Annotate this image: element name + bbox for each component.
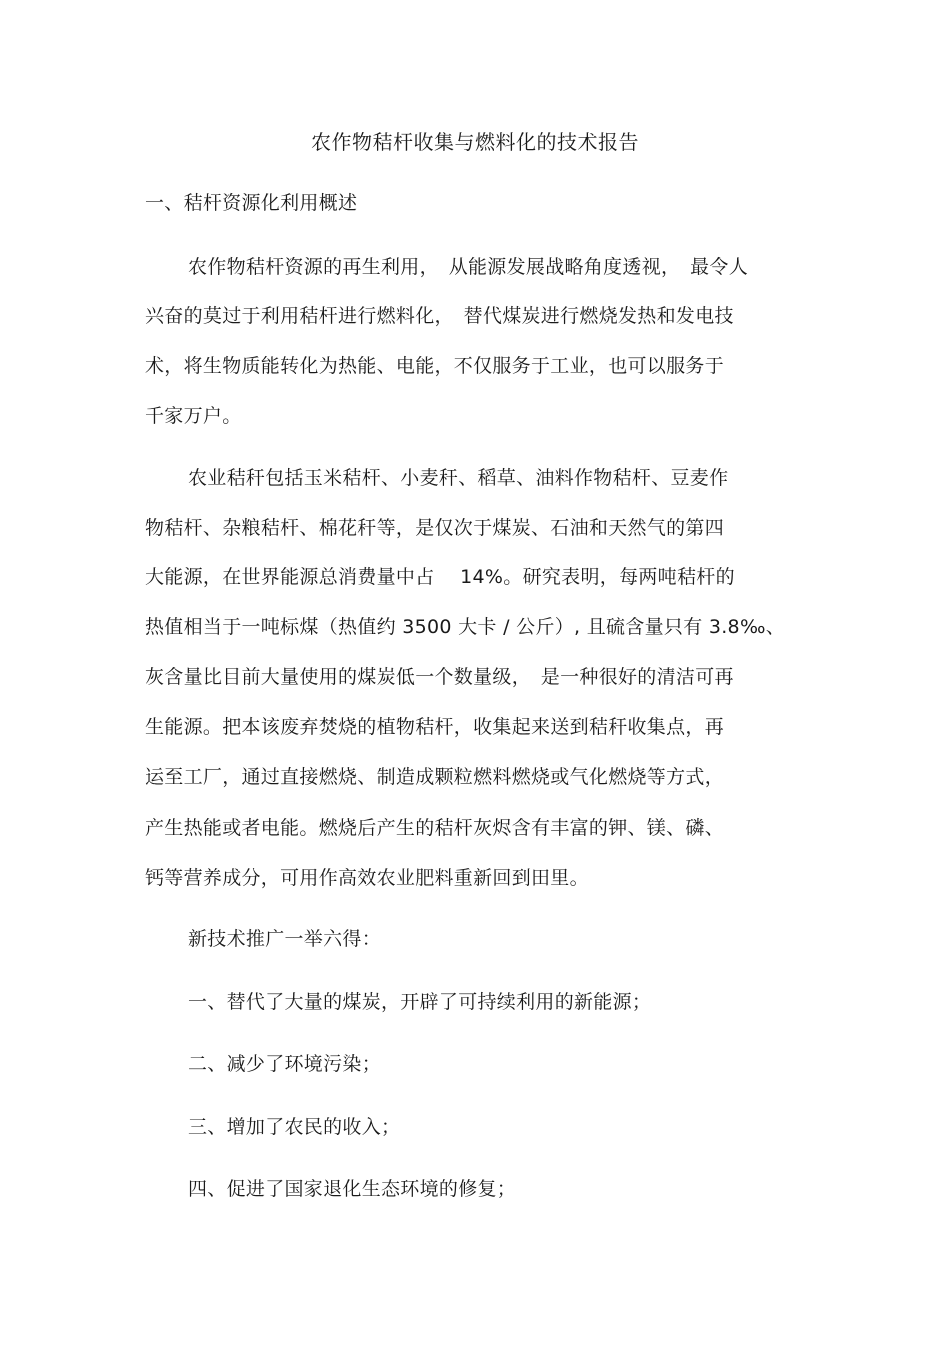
paragraph-line: 农业秸秆包括玉米秸杆、小麦秆、稻草、油料作物秸杆、豆麦作: [188, 467, 729, 489]
paragraph-line: 兴奋的莫过于利用秸杆进行燃料化， 替代煤炭进行燃烧发热和发电技: [145, 305, 734, 327]
paragraph-line: 物秸杆、杂粮秸杆、棉花秆等，是仅次于煤炭、石油和天然气的第四: [145, 517, 725, 539]
document-title: 农作物秸杆收集与燃料化的技术报告: [311, 130, 639, 154]
paragraph-line: 术，将生物质能转化为热能、电能，不仅服务于工业，也可以服务于: [145, 355, 725, 377]
paragraph-line: 产生热能或者电能。燃烧后产生的秸杆灰烬含有丰富的钾、镁、磷、: [145, 817, 725, 839]
paragraph-line: 灰含量比目前大量使用的煤炭低一个数量级， 是一种很好的清洁可再: [145, 666, 734, 688]
benefit-item: 一、替代了大量的煤炭，开辟了可持续利用的新能源；: [188, 991, 652, 1013]
benefit-item: 三、增加了农民的收入；: [188, 1116, 401, 1138]
benefit-item: 四、促进了国家退化生态环境的修复；: [188, 1178, 517, 1200]
paragraph-line: 大能源，在世界能源总消费量中占 14%。研究表明，每两吨秸杆的: [145, 566, 735, 588]
paragraph-line: 运至工厂，通过直接燃烧、制造成颗粒燃料燃烧或气化燃烧等方式，: [145, 766, 725, 788]
section-heading: 一、秸杆资源化利用概述: [145, 192, 358, 214]
paragraph-line: 千家万户。: [145, 405, 242, 427]
paragraph-line: 热值相当于一吨标煤（热值约 3500 大卡 / 公斤）, 且硫含量只有 3.8‰、: [145, 616, 786, 638]
paragraph-line: 钙等营养成分，可用作高效农业肥料重新回到田里。: [145, 867, 589, 889]
paragraph-line: 生能源。把本该废弃焚烧的植物秸杆，收集起来送到秸秆收集点，再: [145, 716, 725, 738]
paragraph-line: 农作物秸杆资源的再生利用， 从能源发展战略角度透视， 最令人: [188, 256, 749, 278]
benefit-item: 二、减少了环境污染；: [188, 1053, 382, 1075]
benefits-intro: 新技术推广一举六得：: [188, 928, 382, 950]
